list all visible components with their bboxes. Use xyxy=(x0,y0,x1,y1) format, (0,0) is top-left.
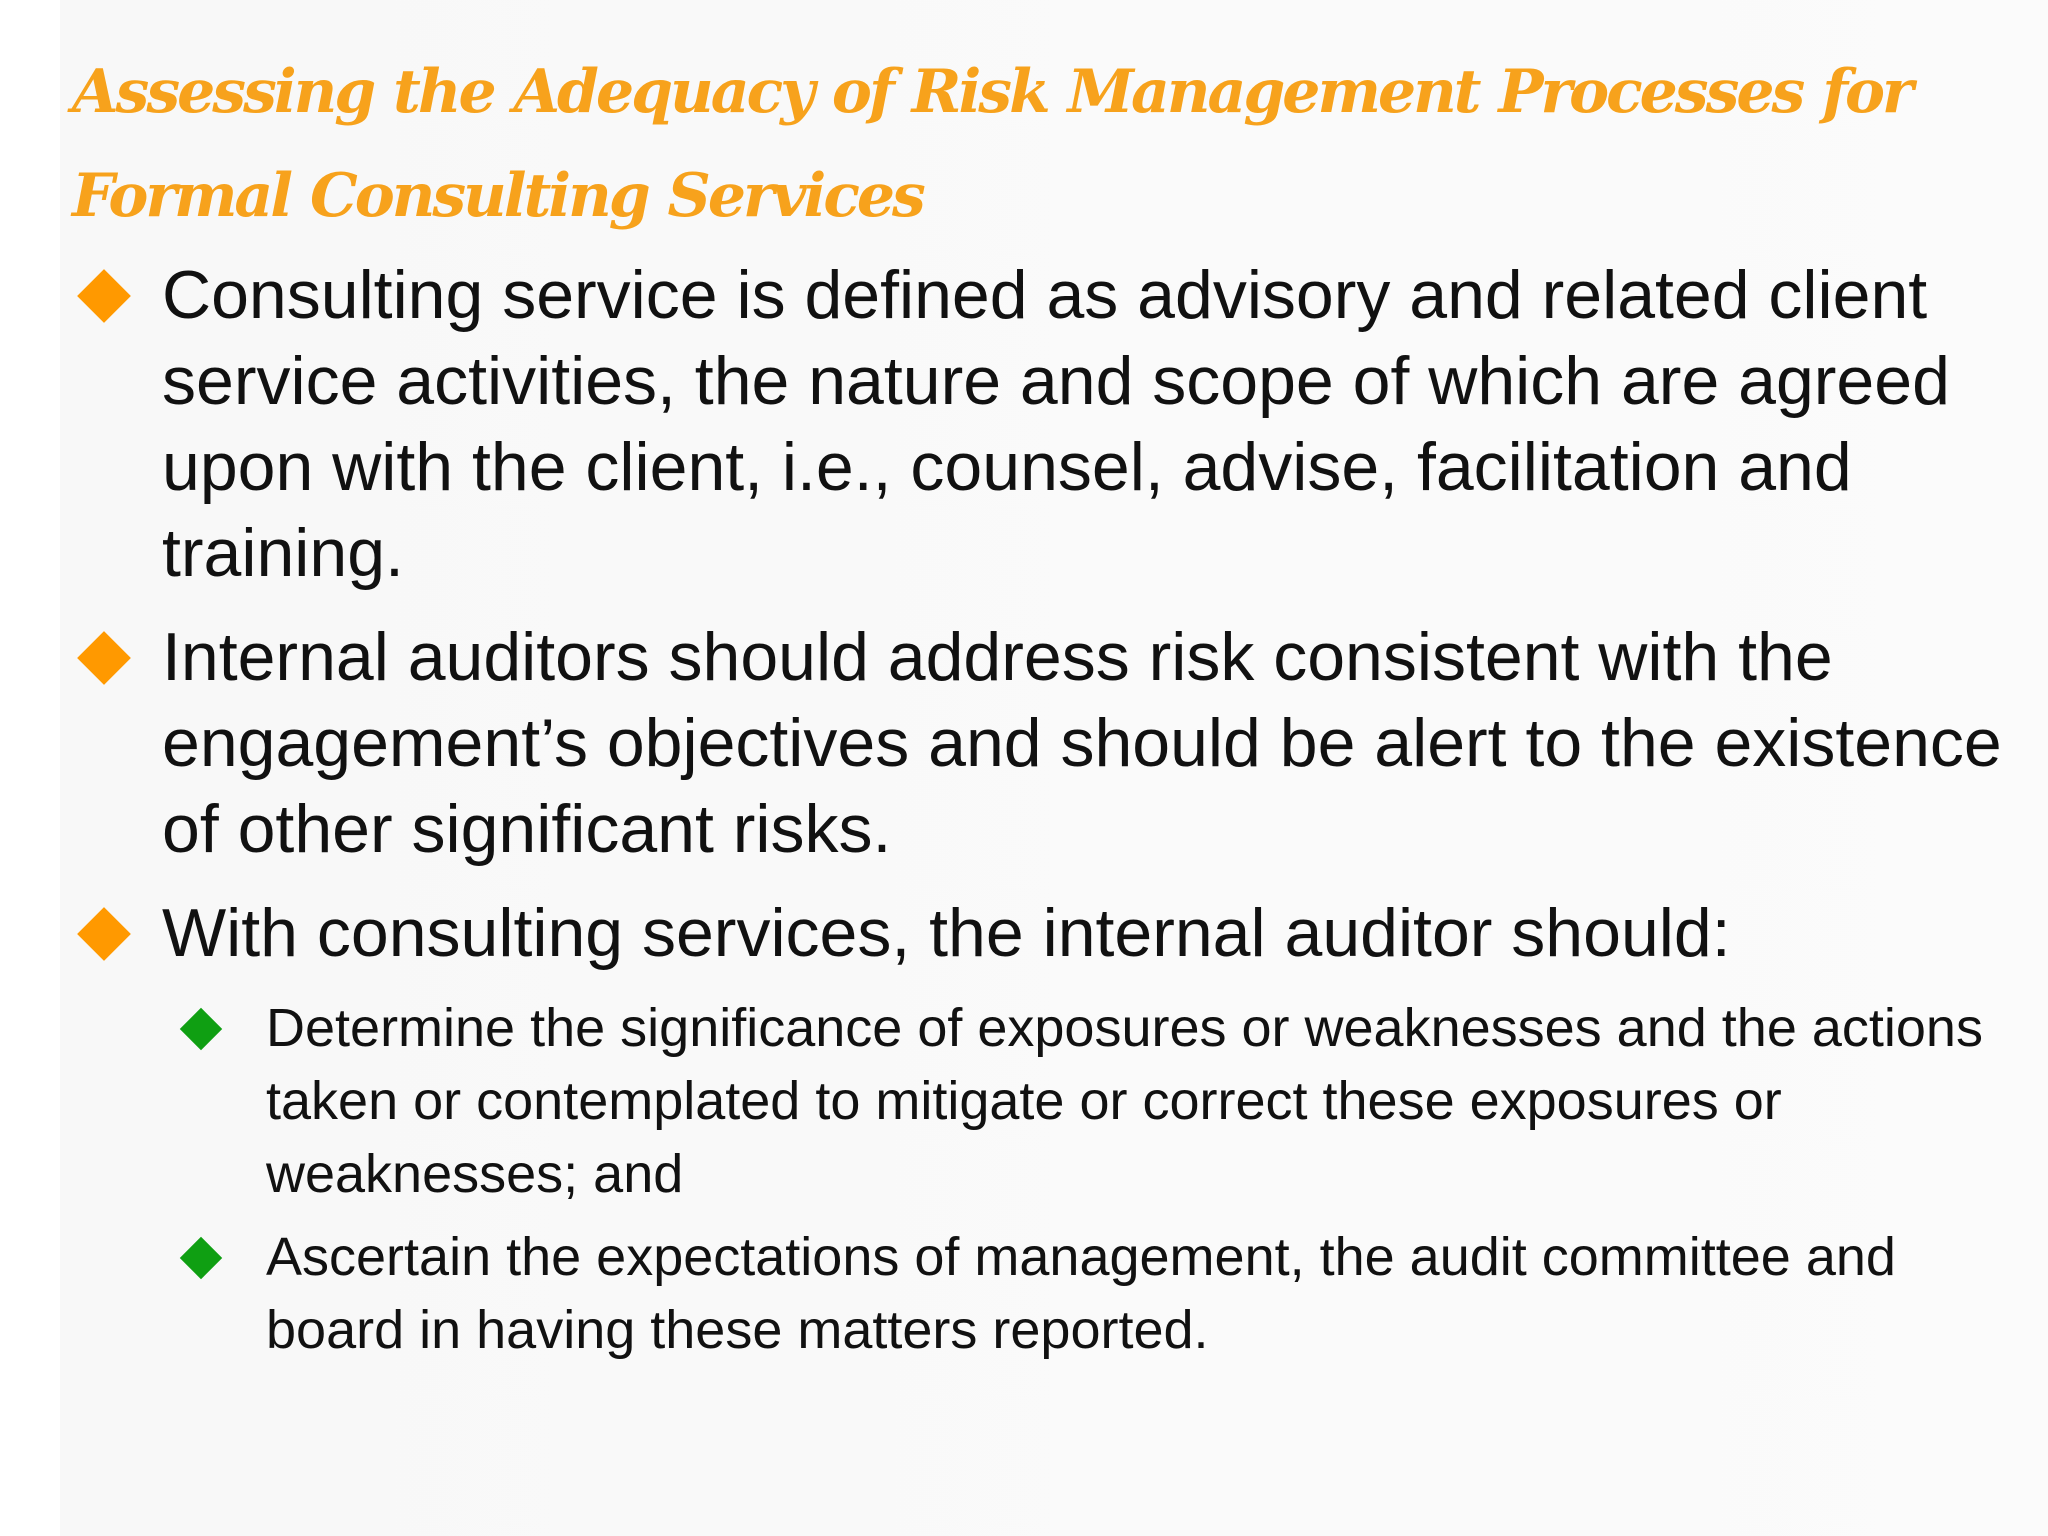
subbullet-ascertain-expectations xyxy=(170,1221,2010,1367)
orange-diamond-icon xyxy=(77,269,131,323)
subbullet-text: Ascertain the expectations of management, the audit committee and board in having these matters reported. xyxy=(266,1227,1896,1360)
sub-bullet-list xyxy=(170,992,2010,1377)
subbullet-determine-significance xyxy=(170,992,2010,1211)
bullet-text: Consulting service is defined as advisory and related client service activities, the nature and scope of which are agreed upon with the client, i.e., counsel, advise, facilitation and training. xyxy=(162,257,1950,591)
bullet-text: With consulting services, the internal auditor should: xyxy=(162,895,1731,971)
subbullet-text: Determine the significance of exposures or weaknesses and the actions taken or contemplated to mitigate or correct these exposures or weaknesses; and xyxy=(266,998,1983,1204)
bullet-consulting-services-should xyxy=(70,890,2010,976)
slide-title: Assessing the Adequacy of Risk Management Processes for Formal Consulting Services xyxy=(72,57,1911,231)
main-bullet-list xyxy=(70,252,2010,994)
orange-diamond-icon xyxy=(77,907,131,961)
green-diamond-icon xyxy=(180,1237,222,1279)
bullet-consulting-definition xyxy=(70,252,2010,596)
green-diamond-icon xyxy=(180,1008,222,1050)
bullet-text: Internal auditors should address risk consistent with the engagement’s objectives and should be alert to the existence of other significant risks. xyxy=(162,619,2002,867)
orange-diamond-icon xyxy=(77,631,131,685)
bullet-internal-auditors-risk xyxy=(70,614,2010,872)
